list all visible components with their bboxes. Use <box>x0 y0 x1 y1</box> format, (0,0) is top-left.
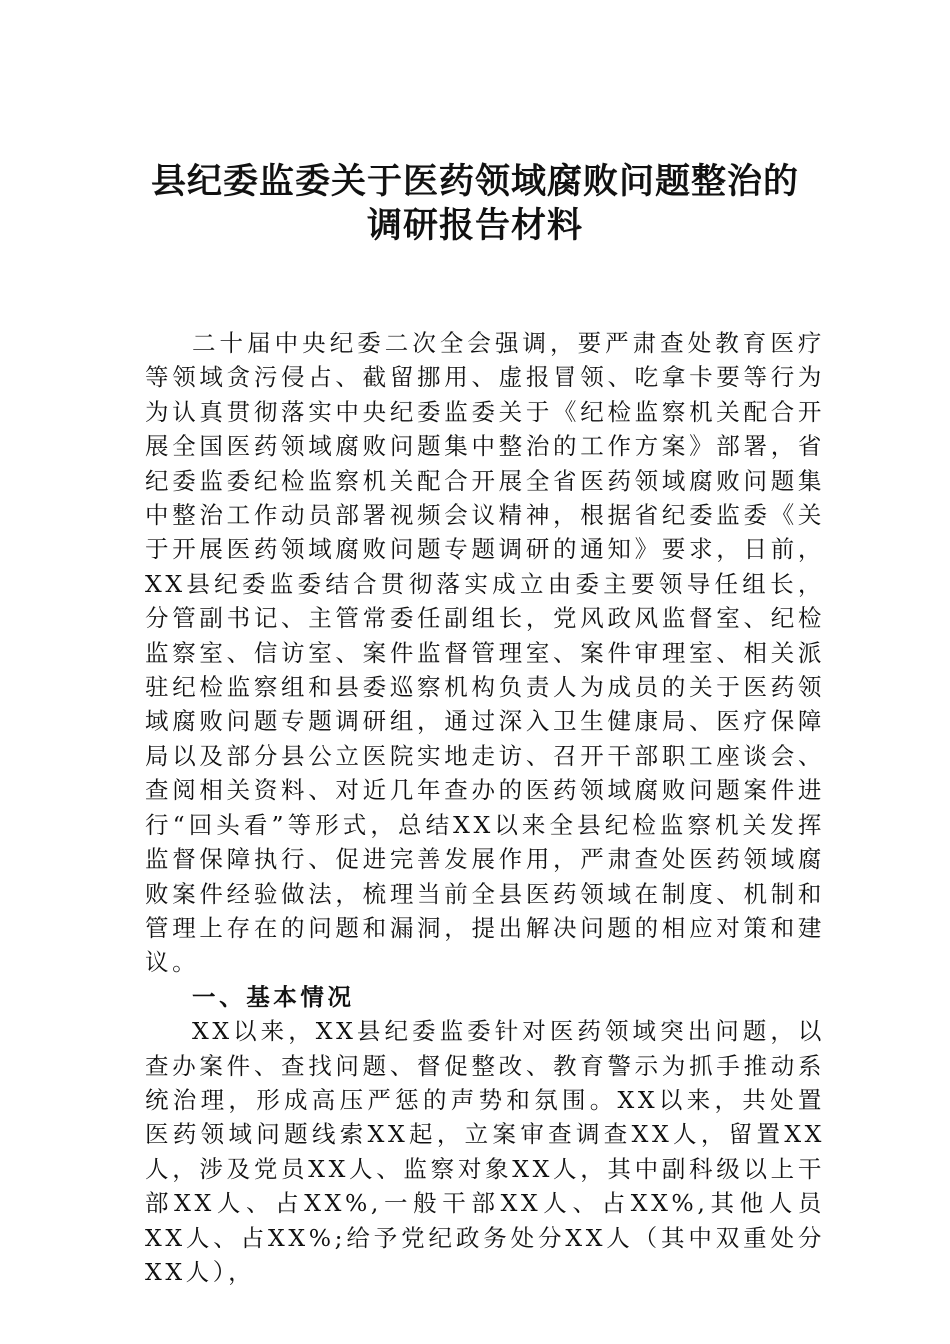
document-body <box>145 326 825 1289</box>
paragraph-basic-situation: XX以来，XX县纪委监委针对医药领域突出问题，以查办案件、查找问题、督促整改、教育警示为抓手推动系统治理，形成高压严惩的声势和氛围。XX以来，共处置医药领域问题线索XX起，立案审查调查XX人，留置XX人，涉及党员XX人、监察对象XX人，其中副科级以上干部XX人、占XX%,一般干部XX人、占XX%,其他人员XX人、占XX%;给予党纪政务处分XX人（其中双重处分XX人）， <box>145 1017 825 1286</box>
section-heading-basic-situation: 一、基本情况 <box>192 982 355 1011</box>
document-title-line-1: 县纪委监委关于医药领域腐败问题整治的 <box>150 162 799 202</box>
document-title-line-2: 调研报告材料 <box>366 206 583 246</box>
paragraph-intro: 二十届中央纪委二次全会强调，要严肃查处教育医疗等领域贪污侵占、截留挪用、虚报冒领、吃拿卡要等行为为认真贯彻落实中央纪委监委关于《纪检监察机关配合开展全国医药领域腐败问题集中整治的工作方案》部署，省纪委监委纪检监察机关配合开展全省医药领域腐败问题集中整治工作动员部署视频会议精神，根据省纪委监委《关于开展医药领域腐败问题专题调研的通知》要求，日前，XX县纪委监委结合贯彻落实成立由委主要领导任组长，分管副书记、主管常委任副组长，党风政风监督室、纪检监察室、信访室、案件监督管理室、案件审理室、相关派驻纪检监察组和县委巡察机构负责人为成员的关于医药领域腐败问题专题调研组，通过深入卫生健康局、医疗保障局以及部分县公立医院实地走访、召开干部职工座谈会、查阅相关资料、对近几年查办的医药领域腐败问题案件进行“回头看”等形式，总结XX以来全县纪检监察机关发挥监督保障执行、促进完善发展作用，严肃查处医药领域腐败案件经验做法，梳理当前全县医药领域在制度、机制和管理上存在的问题和漏洞，提出解决问题的相应对策和建议。 <box>145 329 825 977</box>
